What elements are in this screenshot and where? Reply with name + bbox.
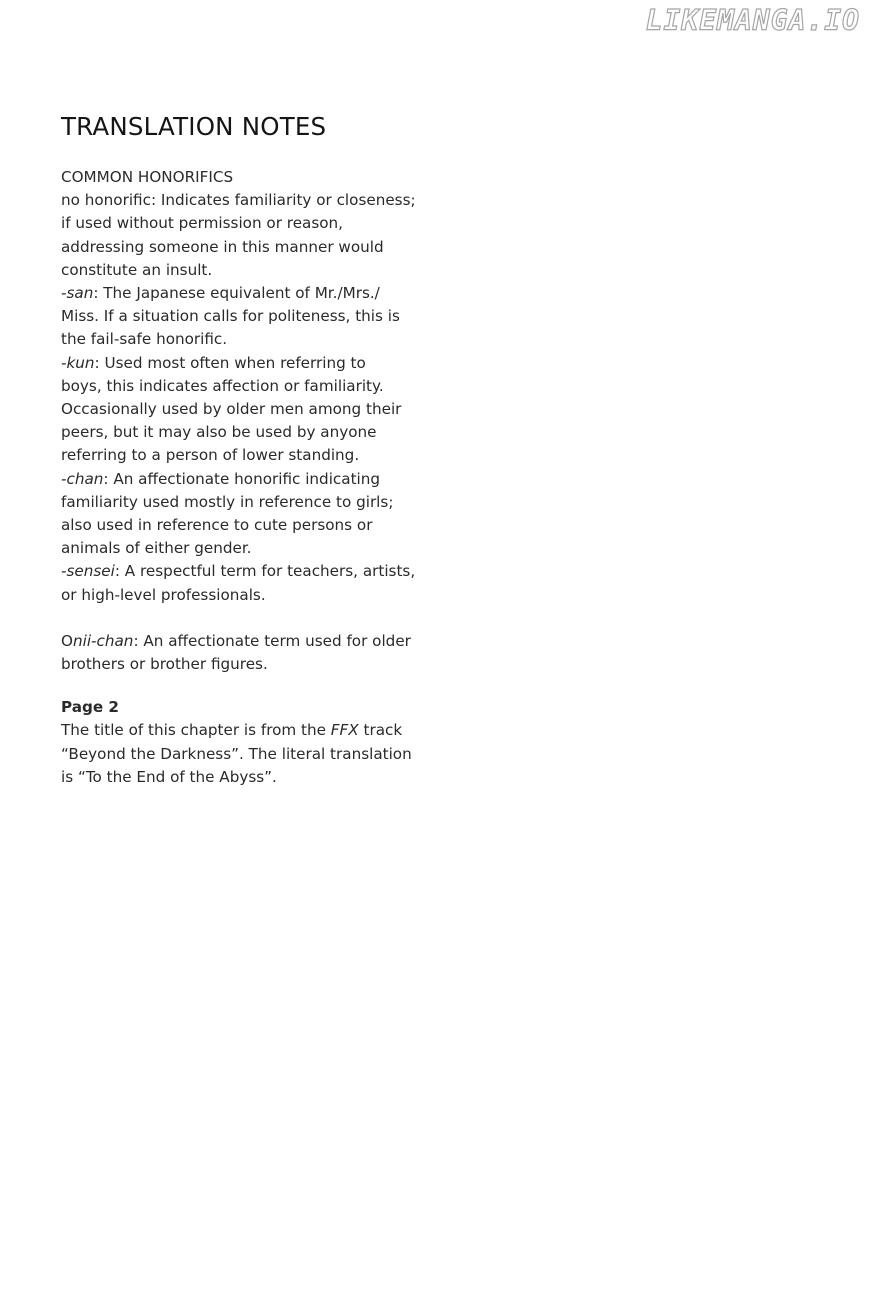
- san-term: -san: [61, 284, 94, 303]
- page-title: TRANSLATION NOTES: [61, 112, 327, 141]
- onii-chan-entry-line: brothers or brother figures.: [61, 655, 268, 674]
- san-entry-first-line: [61, 282, 441, 305]
- page-2-text-start: The title of this chapter is from the: [61, 721, 331, 740]
- section-heading-common-honorifics: COMMON HONORIFICS: [61, 168, 234, 186]
- sensei-term: -sensei: [61, 562, 115, 581]
- page-2-line: is “To the End of the Abyss”.: [61, 767, 277, 786]
- no-honorific-line: if used without permission or reason,: [61, 214, 344, 233]
- no-honorific-line: no honorific: Indicates familiarity or closeness;: [61, 191, 416, 210]
- san-definition-start: : The Japanese equivalent of Mr./Mrs./: [93, 284, 380, 303]
- kun-definition-start: : Used most often when referring to: [94, 353, 366, 372]
- translation-notes-page: [61, 112, 441, 789]
- paragraph-spacer: [61, 676, 441, 696]
- onii-chan-entry-first-line: [61, 630, 441, 653]
- kun-term: -kun: [61, 353, 95, 372]
- page-2-heading: Page 2: [61, 698, 119, 717]
- kun-entry-line: Occasionally used by older men among their: [61, 400, 402, 419]
- chan-term: -chan: [61, 469, 104, 488]
- san-entry-line: the fail-safe honorific.: [61, 330, 228, 349]
- kun-entry-line: peers, but it may also be used by anyone: [61, 423, 377, 442]
- sensei-entry-line: or high-level professionals.: [61, 585, 266, 604]
- onii-chan-term: nii-chan: [72, 631, 134, 650]
- paragraph-spacer: [61, 607, 441, 630]
- chan-entry-line: familiarity used mostly in reference to girls;: [61, 492, 394, 511]
- sensei-definition-start: : A respectful term for teachers, artists,: [114, 562, 416, 581]
- chan-entry-first-line: [61, 468, 441, 491]
- kun-entry-line: boys, this indicates affection or familiarity.: [61, 376, 384, 395]
- chan-definition-start: : An affectionate honorific indicating: [103, 469, 381, 488]
- kun-entry-line: referring to a person of lower standing.: [61, 446, 360, 465]
- onii-chan-definition-start: : An affectionate term used for older: [133, 631, 411, 650]
- page-2-text-end: track: [358, 721, 403, 740]
- san-entry-line: Miss. If a situation calls for politeness, this is: [61, 307, 400, 326]
- site-watermark: LIKEMANGA.IO: [645, 4, 860, 37]
- page-2-line: “Beyond the Darkness”. The literal translation: [61, 744, 412, 763]
- notes-body: [61, 166, 441, 789]
- no-honorific-line: addressing someone in this manner would: [61, 237, 384, 256]
- chan-entry-line: animals of either gender.: [61, 539, 252, 558]
- onii-chan-lead-letter: O: [61, 631, 73, 650]
- page-2-first-line: [61, 719, 441, 742]
- kun-entry-first-line: [61, 352, 441, 375]
- sensei-entry-first-line: [61, 560, 441, 583]
- chan-entry-line: also used in reference to cute persons or: [61, 516, 373, 535]
- no-honorific-line: constitute an insult.: [61, 260, 213, 279]
- ffx-title: FFX: [330, 721, 359, 740]
